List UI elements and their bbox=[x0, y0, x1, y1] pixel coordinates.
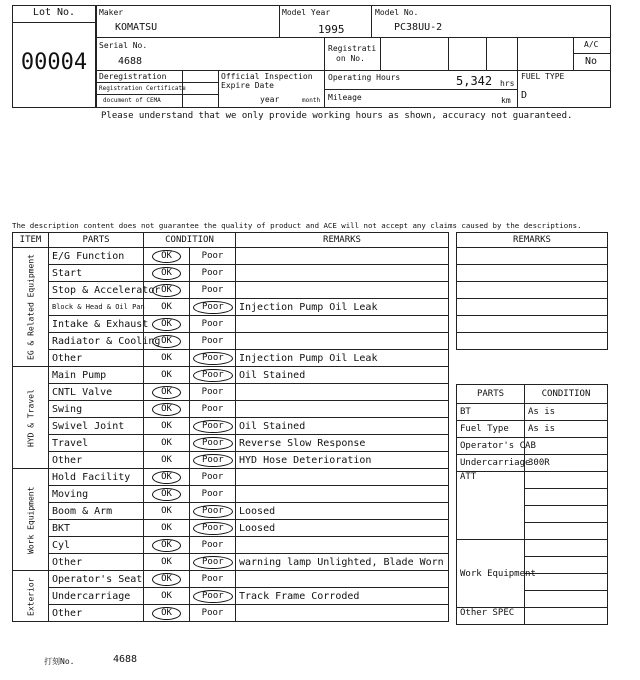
reg-cert-label: Registration Certificate bbox=[99, 85, 186, 92]
hours-note: Please understand that we only provide working hours as shown, accuracy not guaranteed. bbox=[101, 111, 573, 121]
poor-option: Poor bbox=[193, 301, 233, 314]
poor-cell bbox=[190, 503, 236, 520]
ok-cell bbox=[144, 588, 190, 605]
part-name: Other bbox=[49, 554, 144, 571]
ac-label: A/C bbox=[584, 40, 599, 49]
poor-cell bbox=[190, 537, 236, 554]
ok-option: OK bbox=[152, 539, 181, 552]
right-remarks-header: REMARKS bbox=[457, 233, 608, 248]
right-parts-table bbox=[456, 384, 608, 625]
part-name: Moving bbox=[49, 486, 144, 503]
poor-option: Poor bbox=[201, 488, 224, 499]
remark-row bbox=[457, 316, 608, 333]
remark: Track Frame Corroded bbox=[236, 588, 449, 605]
poor-option: Poor bbox=[201, 267, 224, 278]
table-row bbox=[13, 401, 449, 418]
poor-option: Poor bbox=[201, 573, 224, 584]
km-unit: km bbox=[501, 96, 511, 105]
category-label: HYD & Travel bbox=[13, 367, 49, 469]
table-row bbox=[13, 333, 449, 350]
lot-number: 00004 bbox=[20, 50, 88, 75]
poor-option: Poor bbox=[201, 335, 224, 346]
part-name: Stop & Accelerator bbox=[49, 282, 144, 299]
poor-cell bbox=[190, 418, 236, 435]
remark-cell bbox=[457, 248, 608, 265]
ok-cell bbox=[144, 537, 190, 554]
remark: Injection Pump Oil Leak bbox=[236, 350, 449, 367]
ok-option: OK bbox=[161, 454, 172, 465]
fuel-type-label: FUEL TYPE bbox=[521, 72, 565, 81]
parts-row bbox=[457, 421, 608, 438]
part-name: Swivel Joint bbox=[49, 418, 144, 435]
poor-option: Poor bbox=[201, 539, 224, 550]
remark: Reverse Slow Response bbox=[236, 435, 449, 452]
remark bbox=[236, 265, 449, 282]
remark: Loosed bbox=[236, 520, 449, 537]
other-spec-row bbox=[457, 608, 608, 625]
stamp-label: 打刻No. bbox=[44, 657, 75, 666]
remark-cell bbox=[457, 316, 608, 333]
att-label: ATT bbox=[457, 472, 525, 540]
poor-cell bbox=[190, 282, 236, 299]
remark bbox=[236, 486, 449, 503]
ok-cell bbox=[144, 265, 190, 282]
remark bbox=[236, 282, 449, 299]
poor-cell bbox=[190, 486, 236, 503]
parts-row bbox=[457, 404, 608, 421]
poor-cell bbox=[190, 605, 236, 622]
att-value bbox=[525, 506, 608, 523]
table-row bbox=[13, 265, 449, 282]
table-row bbox=[13, 520, 449, 537]
work-equipment-row bbox=[457, 540, 608, 557]
remark-cell bbox=[457, 333, 608, 350]
table-row bbox=[13, 367, 449, 384]
fuel-type-value: D bbox=[521, 90, 528, 101]
remark bbox=[236, 401, 449, 418]
table-row bbox=[13, 248, 449, 265]
poor-option: Poor bbox=[201, 318, 224, 329]
table-row bbox=[13, 316, 449, 333]
part-name: Cyl bbox=[49, 537, 144, 554]
ac-value: No bbox=[585, 56, 598, 67]
poor-cell bbox=[190, 469, 236, 486]
ok-option: OK bbox=[152, 573, 181, 586]
remark-row bbox=[457, 299, 608, 316]
serial-value: 4688 bbox=[118, 56, 143, 67]
ok-option: OK bbox=[152, 267, 181, 280]
ok-cell bbox=[144, 520, 190, 537]
ok-option: OK bbox=[152, 471, 181, 484]
remark: Oil Stained bbox=[236, 367, 449, 384]
ok-cell bbox=[144, 401, 190, 418]
other-spec-value bbox=[525, 608, 608, 625]
condition-table bbox=[12, 232, 449, 622]
remark: HYD Hose Deterioration bbox=[236, 452, 449, 469]
serial-label: Serial No. bbox=[99, 41, 148, 50]
ok-cell bbox=[144, 503, 190, 520]
remark bbox=[236, 537, 449, 554]
ok-cell bbox=[144, 435, 190, 452]
parts-condition: 300R bbox=[525, 455, 608, 472]
ok-cell bbox=[144, 299, 190, 316]
model-no-value: PC38UU-2 bbox=[394, 22, 443, 33]
ok-option: OK bbox=[161, 352, 172, 363]
ok-option: OK bbox=[152, 386, 181, 399]
parts-name: Operator's CAB bbox=[457, 438, 525, 455]
ok-cell bbox=[144, 316, 190, 333]
part-name: Hold Facility bbox=[49, 469, 144, 486]
model-year-value: 1995 bbox=[318, 23, 345, 36]
ok-option: OK bbox=[152, 607, 181, 620]
part-name: Undercarriage bbox=[49, 588, 144, 605]
att-row bbox=[457, 472, 608, 489]
table-row bbox=[13, 350, 449, 367]
registration-label-2: on No. bbox=[336, 54, 365, 63]
ok-cell bbox=[144, 418, 190, 435]
parts-row bbox=[457, 438, 608, 455]
remark: Loosed bbox=[236, 503, 449, 520]
table-row bbox=[13, 299, 449, 316]
remark bbox=[236, 605, 449, 622]
poor-option: Poor bbox=[193, 556, 233, 569]
poor-cell bbox=[190, 554, 236, 571]
poor-cell bbox=[190, 435, 236, 452]
remark-cell bbox=[457, 265, 608, 282]
registration-label: Registrati bbox=[328, 44, 377, 53]
att-value bbox=[525, 523, 608, 540]
remark-row bbox=[457, 265, 608, 282]
hrs-unit: hrs bbox=[500, 79, 515, 88]
parts-row bbox=[457, 455, 608, 472]
poor-option: Poor bbox=[193, 522, 233, 535]
year-label: year bbox=[260, 95, 280, 104]
right-condition-header: CONDITION bbox=[525, 385, 608, 404]
table-row bbox=[13, 554, 449, 571]
poor-option: Poor bbox=[193, 369, 233, 382]
poor-cell bbox=[190, 384, 236, 401]
ok-option: OK bbox=[161, 420, 172, 431]
mileage-label: Mileage bbox=[328, 93, 362, 102]
remark: Oil Stained bbox=[236, 418, 449, 435]
table-row bbox=[13, 384, 449, 401]
part-name: Other bbox=[49, 605, 144, 622]
part-name: Swing bbox=[49, 401, 144, 418]
ok-option: OK bbox=[161, 505, 172, 516]
poor-cell bbox=[190, 520, 236, 537]
part-name: Boom & Arm bbox=[49, 503, 144, 520]
remark bbox=[236, 248, 449, 265]
part-name: Other bbox=[49, 350, 144, 367]
right-parts-header: PARTS bbox=[457, 385, 525, 404]
inspection-label-2: Expire Date bbox=[221, 81, 274, 90]
work-equipment-value bbox=[525, 557, 608, 574]
table-row bbox=[13, 588, 449, 605]
poor-option: Poor bbox=[193, 454, 233, 467]
maker-label: Maker bbox=[99, 8, 124, 17]
ok-cell bbox=[144, 486, 190, 503]
ok-option: OK bbox=[161, 369, 172, 380]
operating-hours-label: Operating Hours bbox=[328, 73, 401, 82]
deregistration-label: Deregistration bbox=[99, 72, 167, 81]
ok-option: OK bbox=[161, 556, 172, 567]
remark-row bbox=[457, 282, 608, 299]
work-equipment-label: Work Equipment bbox=[457, 540, 525, 608]
poor-cell bbox=[190, 401, 236, 418]
poor-option: Poor bbox=[201, 250, 224, 261]
poor-option: Poor bbox=[193, 352, 233, 365]
cema-label: document of CEMA bbox=[103, 97, 161, 104]
work-equipment-value bbox=[525, 591, 608, 608]
poor-option: Poor bbox=[193, 505, 233, 518]
att-value bbox=[525, 489, 608, 506]
month-label: month bbox=[302, 97, 321, 104]
work-equipment-value bbox=[525, 540, 608, 557]
ok-option: OK bbox=[152, 318, 181, 331]
part-name: E/G Function bbox=[49, 248, 144, 265]
parts-condition: As is bbox=[525, 421, 608, 438]
parts-name: Fuel Type bbox=[457, 421, 525, 438]
model-year-label: Model Year bbox=[282, 8, 331, 17]
maker-value: KOMATSU bbox=[115, 22, 158, 33]
ok-cell bbox=[144, 367, 190, 384]
remark: warning lamp Unlighted, Blade Worn bbox=[236, 554, 449, 571]
poor-cell bbox=[190, 299, 236, 316]
poor-cell bbox=[190, 333, 236, 350]
remark bbox=[236, 469, 449, 486]
model-no-label: Model No. bbox=[375, 8, 419, 17]
poor-cell bbox=[190, 452, 236, 469]
stamp-number: 4688 bbox=[113, 654, 138, 665]
category-label: Exterior bbox=[13, 571, 49, 622]
part-name: Other bbox=[49, 452, 144, 469]
category-label: EG & Related Equipment bbox=[13, 248, 49, 367]
ok-option: OK bbox=[161, 301, 172, 312]
part-name: Start bbox=[49, 265, 144, 282]
remark-cell bbox=[457, 282, 608, 299]
part-name: Intake & Exhaust bbox=[49, 316, 144, 333]
ok-cell bbox=[144, 605, 190, 622]
ok-option: OK bbox=[161, 590, 172, 601]
work-equipment-value bbox=[525, 574, 608, 591]
ok-cell bbox=[144, 248, 190, 265]
part-name: Radiator & Cooling bbox=[49, 333, 144, 350]
poor-option: Poor bbox=[201, 607, 224, 618]
inspection-label: Official Inspection bbox=[221, 72, 313, 81]
att-value bbox=[525, 472, 608, 489]
other-spec-label: Other SPEC bbox=[457, 608, 525, 625]
poor-option: Poor bbox=[193, 420, 233, 433]
ok-cell bbox=[144, 333, 190, 350]
ok-option: OK bbox=[152, 335, 181, 348]
table-row bbox=[13, 435, 449, 452]
part-name: CNTL Valve bbox=[49, 384, 144, 401]
remark bbox=[236, 571, 449, 588]
ok-option: OK bbox=[152, 284, 181, 297]
poor-cell bbox=[190, 367, 236, 384]
ok-cell bbox=[144, 469, 190, 486]
remark bbox=[236, 384, 449, 401]
poor-option: Poor bbox=[193, 437, 233, 450]
parts-condition bbox=[525, 438, 608, 455]
remark-cell bbox=[457, 299, 608, 316]
table-row bbox=[13, 571, 449, 588]
remarks-header: REMARKS bbox=[236, 233, 449, 248]
parts-condition: As is bbox=[525, 404, 608, 421]
poor-option: Poor bbox=[201, 403, 224, 414]
remark bbox=[236, 333, 449, 350]
table-row bbox=[13, 282, 449, 299]
disclaimer: The description content does not guarantee the quality of product and ACE will not accept any claims caused by the descriptions. bbox=[12, 221, 582, 230]
ok-cell bbox=[144, 282, 190, 299]
category-label: Work Equipment bbox=[13, 469, 49, 571]
ok-option: OK bbox=[152, 488, 181, 501]
lot-label: Lot No. bbox=[32, 7, 76, 18]
remark-row bbox=[457, 333, 608, 350]
table-row bbox=[13, 452, 449, 469]
poor-option: Poor bbox=[201, 471, 224, 482]
right-remarks-table bbox=[456, 232, 608, 350]
operating-hours-value: 5,342 bbox=[456, 74, 493, 88]
parts-header: PARTS bbox=[49, 233, 144, 248]
poor-option: Poor bbox=[201, 386, 224, 397]
table-row bbox=[13, 537, 449, 554]
poor-cell bbox=[190, 248, 236, 265]
table-row bbox=[13, 605, 449, 622]
table-row bbox=[13, 486, 449, 503]
ok-option: OK bbox=[152, 250, 181, 263]
ok-option: OK bbox=[161, 437, 172, 448]
table-row bbox=[13, 418, 449, 435]
poor-cell bbox=[190, 588, 236, 605]
ok-cell bbox=[144, 350, 190, 367]
ok-cell bbox=[144, 384, 190, 401]
poor-cell bbox=[190, 350, 236, 367]
ok-cell bbox=[144, 571, 190, 588]
remark: Injection Pump Oil Leak bbox=[236, 299, 449, 316]
poor-cell bbox=[190, 316, 236, 333]
condition-header: CONDITION bbox=[144, 233, 236, 248]
poor-cell bbox=[190, 265, 236, 282]
part-name: Block & Head & Oil Pan bbox=[49, 299, 144, 316]
ok-option: OK bbox=[152, 403, 181, 416]
ok-cell bbox=[144, 452, 190, 469]
remark-row bbox=[457, 248, 608, 265]
ok-option: OK bbox=[161, 522, 172, 533]
table-row bbox=[13, 503, 449, 520]
poor-option: Poor bbox=[193, 590, 233, 603]
poor-option: Poor bbox=[201, 284, 224, 295]
remark bbox=[236, 316, 449, 333]
poor-cell bbox=[190, 571, 236, 588]
part-name: Main Pump bbox=[49, 367, 144, 384]
part-name: BKT bbox=[49, 520, 144, 537]
part-name: Operator's Seat bbox=[49, 571, 144, 588]
ok-cell bbox=[144, 554, 190, 571]
parts-name: BT bbox=[457, 404, 525, 421]
table-row bbox=[13, 469, 449, 486]
parts-name: Undercarriage bbox=[457, 455, 525, 472]
item-header: ITEM bbox=[13, 233, 49, 248]
part-name: Travel bbox=[49, 435, 144, 452]
